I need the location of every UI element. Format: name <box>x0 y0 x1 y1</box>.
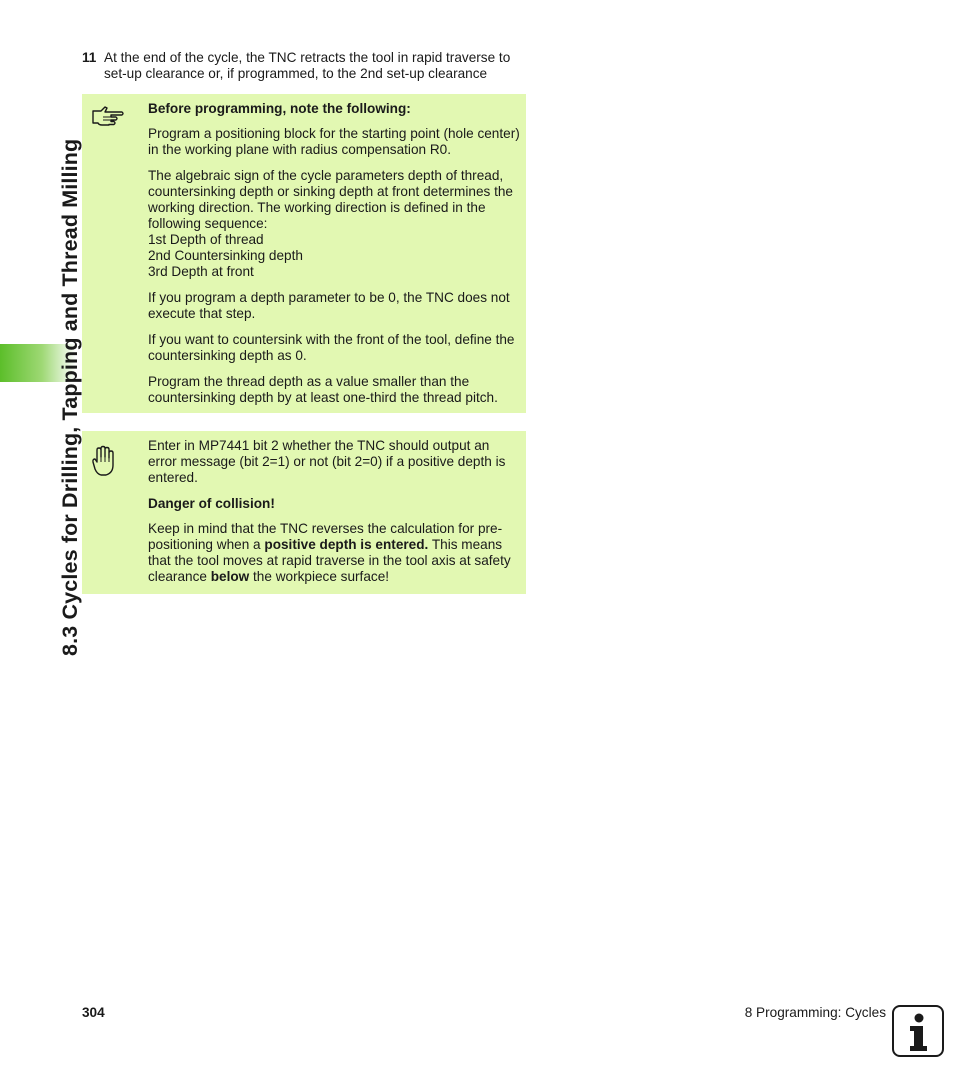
text-run: Keep in mind that the TNC reverses the calculation for pre-positioning when a <box>148 521 503 552</box>
step-number: 11 <box>82 50 97 65</box>
machine-hand-icon <box>92 445 116 482</box>
pointing-hand-icon <box>91 102 125 133</box>
note-paragraph: Program the thread depth as a value smaller than the countersinking depth by at least one-third the thread pitch. <box>148 374 498 405</box>
emphasis-text: below <box>210 569 250 584</box>
note-box-programming <box>82 94 526 413</box>
chapter-title: 8 Programming: Cycles <box>744 1005 886 1020</box>
note-paragraph: The algebraic sign of the cycle parameters depth of thread, countersinking depth or sinking depth at front determines the working direction. The working direction is defined in the following sequence: 1st Depth of thread 2nd Countersinking depth 3rd Depth at front <box>148 168 513 279</box>
note-paragraph: Program a positioning block for the starting point (hole center) in the working plane with radius compensation R0. <box>148 126 520 157</box>
text-run: the workpiece surface! <box>249 569 390 584</box>
page-number: 304 <box>82 1005 105 1020</box>
info-icon <box>892 1005 944 1057</box>
step-text: At the end of the cycle, the TNC retracts the tool in rapid traverse to set-up clearance or, if programmed, to the 2nd set-up clearance <box>104 50 511 81</box>
note-paragraph: Enter in MP7441 bit 2 whether the TNC should output an error message (bit 2=1) or not (bit 2=0) if a positive depth is entered. <box>148 438 506 485</box>
note-heading: Before programming, note the following: <box>148 101 411 116</box>
note-paragraph <box>148 521 520 585</box>
note-box-machine-parameter <box>82 431 526 594</box>
note-paragraph: If you want to countersink with the front of the tool, define the countersinking depth as 0. <box>148 332 515 363</box>
section-sidebar <box>0 0 82 700</box>
note-heading: Danger of collision! <box>148 496 275 511</box>
text-run: This means that the tool moves at rapid traverse in the tool axis at safety clearance <box>148 537 511 584</box>
note-body <box>148 101 520 416</box>
note-body <box>148 438 520 595</box>
emphasis-text: positive depth is entered. <box>264 537 429 552</box>
section-title: 8.3 Cycles for Drilling, Tapping and Thread Milling <box>58 138 82 656</box>
note-paragraph: If you program a depth parameter to be 0, the TNC does not execute that step. <box>148 290 510 321</box>
